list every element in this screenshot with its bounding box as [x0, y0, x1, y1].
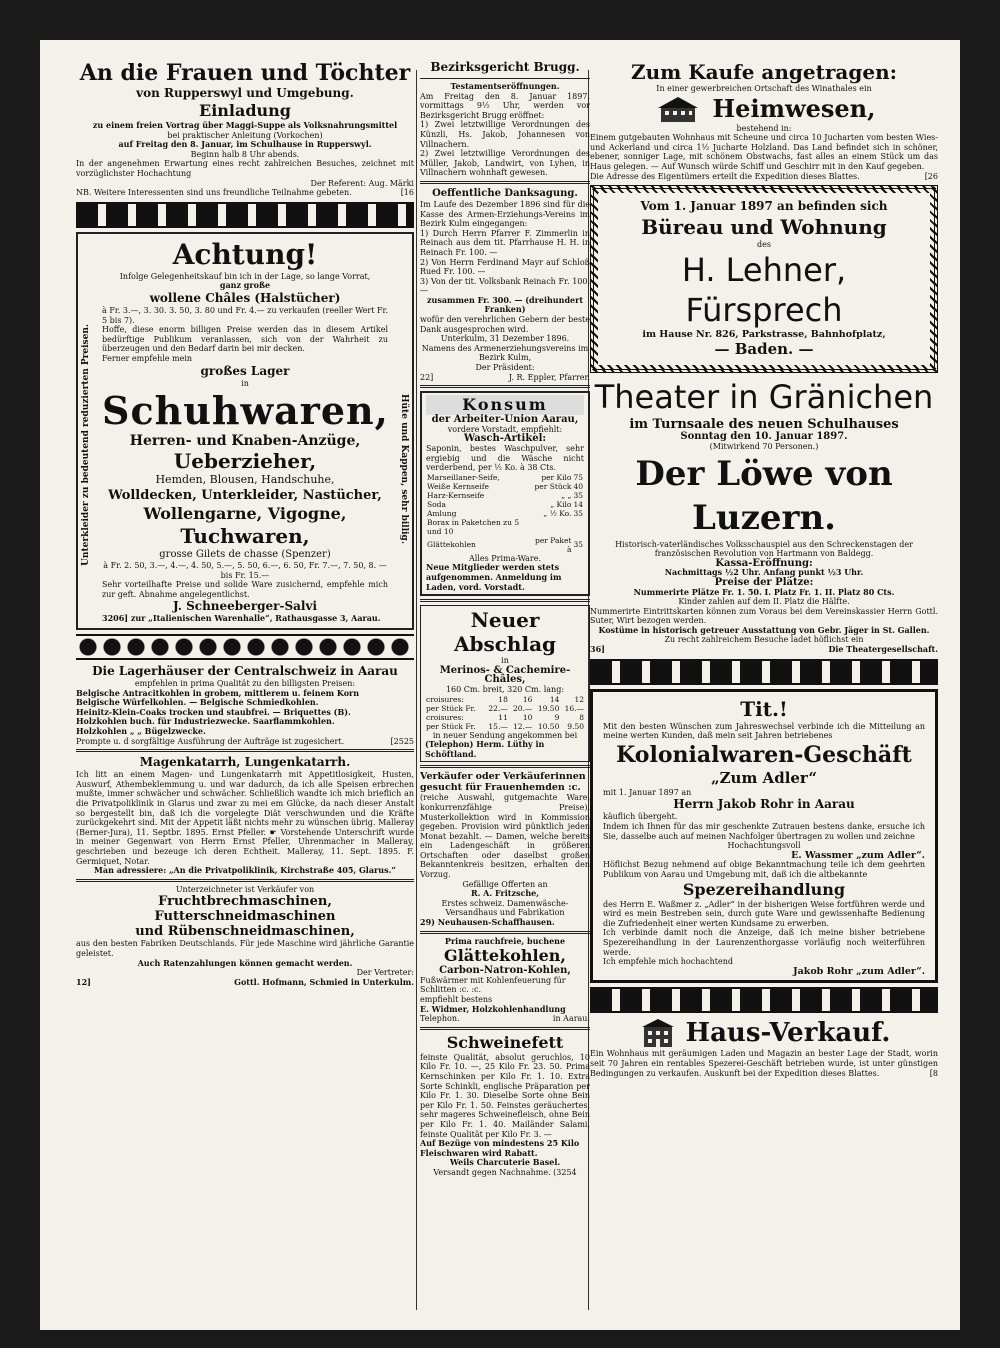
ad-line: à Fr. 2. 50, 3.—, 4.—, 4. 50, 5.—, 5. 50, 6.—, 6. 50, Fr. 7.—, 7. 50, 8. — bis Fr. 15.— — [103, 561, 387, 580]
ad-line: Ueberzieher, — [173, 449, 317, 474]
table-cell: 75 — [573, 472, 583, 482]
ad-line: Kostüme in historisch getreuer Ausstattung von Gebr. Jäger in St. Gallen. — [598, 624, 930, 635]
ad-heading-row — [590, 1017, 938, 1049]
ad-magenkatarrh — [76, 755, 414, 876]
table-cell: Borax in Paketchen zu 5 und 10 — [427, 517, 520, 536]
ad-line: Gefällige Offerten an — [462, 879, 548, 889]
ad-signature: E. Wassmer „zum Adler“. — [791, 849, 925, 861]
column-2 — [420, 60, 590, 1316]
ad-address: Man adressiere: „An die Privatpoliklinik, Kirchstraße 405, Glarus.“ — [94, 865, 396, 876]
ad-line: Beginn halb 8 Uhr abends. — [190, 149, 300, 159]
ad-body: Saponin, bestes Waschpulver, sehr ergiebig und die Wäsche nicht verderbend, per ½ Ko. à 38 Cts. — [426, 444, 584, 473]
ad-line: Der Vertreter: — [356, 968, 414, 978]
ad-body: Am Freitag den 8. Januar 1897, vormittags 9½ Uhr, werden vor Bezirksgericht Brugg eröffnet: — [420, 91, 590, 120]
ad-schweinefett — [420, 1033, 590, 1178]
divider — [420, 599, 590, 602]
divider — [420, 931, 590, 934]
ad-line: Herren- und Knaben-Anzüge, — [129, 433, 361, 450]
ad-address-text: zur „Italienischen Warenhalle“, Rathausgasse 3, Aarau. — [130, 613, 381, 624]
ad-title: Magenkatarrh, Lungenkatarrh. — [139, 755, 351, 770]
ad-line: (Mitwirkend 70 Personen.) — [709, 441, 819, 451]
table-cell: Marseillaner-Seife, — [427, 472, 500, 482]
ad-note: Alles Prima-Ware. — [468, 553, 542, 563]
table-cell: 14 — [573, 499, 583, 509]
ad-body — [590, 1049, 938, 1078]
ad-number: 36] — [590, 644, 605, 655]
table-cell: Soda — [427, 499, 446, 509]
table-cell: 15.— — [488, 721, 508, 731]
ad-konsum — [420, 391, 590, 596]
ad-address — [420, 918, 590, 928]
ad-title: Zum Kaufe angetragen: — [630, 60, 897, 84]
newspaper-page — [40, 40, 960, 1330]
ad-line: Zu recht zahlreichem Besuche ladet höflichst ein — [664, 635, 864, 645]
ad-line: in neuer Sendung angekommen bei — [432, 730, 578, 740]
ad-line: käuflich übergeht. — [603, 812, 678, 822]
ad-heading: Wasch-Artikel: — [463, 433, 547, 445]
table-cell: 35 — [573, 490, 583, 500]
table-row — [426, 536, 584, 554]
table-cell: per Stück Fr. — [426, 721, 476, 731]
ad-phone: Telephon. — [420, 1014, 460, 1024]
ad-line: aus den besten Fabriken Deutschlands. Für jede Maschine wird jährliche Garantie geleistet. — [76, 939, 414, 958]
table-cell: 12 — [574, 694, 584, 704]
ad-heading: Testamentseröffnungen. — [450, 81, 560, 91]
ad-line: zu einem freien Vortrag über Maggi-Suppe als Volksnahrungsmittel — [92, 120, 398, 130]
ad-adler — [590, 689, 938, 984]
ad-line: Unterkulm, 31 Dezember 1896. — [440, 334, 570, 344]
table-cell: „ „ — [561, 490, 572, 500]
ad-line: Neue Mitglieder werden stets aufgenommen. Anmeldung im Laden, vord. Vorstadt. — [426, 562, 562, 592]
ad-title: Tit.! — [740, 696, 788, 721]
table-row — [426, 482, 584, 491]
table-cell: 8 — [579, 712, 584, 722]
ad-abschlag — [420, 605, 590, 762]
table-cell: Weiße Kernseife — [427, 481, 489, 491]
table-cell: per Kilo — [541, 472, 572, 482]
table-row — [425, 695, 585, 704]
ad-item: 2) Von Herrn Ferdinand Mayr auf Schloß Rued Fr. 100. — — [420, 257, 590, 277]
table-row — [426, 473, 584, 482]
ad-line: Prima rauchfreie, buchene — [444, 935, 566, 946]
ad-title: Oeffentliche Danksagung. — [432, 187, 578, 199]
table-cell: 10.50 — [537, 721, 560, 731]
ad-line: Belgische Würfelkohlen. — Belgische Schmiedkohlen. — [76, 697, 319, 708]
divider — [76, 879, 414, 882]
table-cell: 35 — [573, 540, 583, 550]
ad-number: 22] — [420, 372, 434, 382]
ad-line: Auch Ratenzahlungen können gemacht werden. — [137, 957, 353, 968]
ad-title: Theater in Gränichen — [594, 378, 934, 417]
ad-title: Büreau und Wohnung — [641, 215, 887, 240]
table-cell: Glättekohlen — [427, 540, 476, 550]
ad-note-text: NB. Weitere Interessenten sind uns freundliche Teilnahme gebeten. — [76, 188, 352, 198]
ad-achtung — [76, 232, 414, 630]
ad-line: Wollengarne, Vigogne, — [143, 504, 347, 524]
divider — [420, 765, 590, 768]
divider — [76, 749, 414, 752]
ad-line — [76, 737, 414, 747]
ad-line: Infolge Gelegenheitskauf bin ich in der Lage, so lange Vorrat, — [119, 271, 371, 281]
price-table — [426, 473, 584, 554]
ad-line: Wolldecken, Unterkleider, Nastücher, — [108, 488, 382, 504]
ad-line: ganz große — [219, 280, 271, 291]
ad-kaufe — [590, 60, 938, 181]
ad-title: Bezirksgericht Brugg. — [430, 60, 580, 74]
ad-glaettekohlen — [420, 937, 590, 1024]
ad-body: (reiche Auswahl, gutgemachte Ware, konkurrenzfähige Preise). Musterkollektion wird in Kommission gegeben. Provision wird pünktlich jeden Monat bezahlt. — Damen, welche bereits ein Ladengeschäft in größeren Ortschaften oder daselbst großen Bekanntenkreis besitzen, erhalten den Vorzug. — [420, 793, 590, 880]
table-cell: 16 — [522, 694, 533, 704]
ad-line: des — [757, 240, 771, 250]
ad-line: wollene Châles (Halstücher) — [149, 290, 341, 305]
ad-name: J. Schneeberger-Salvi — [173, 599, 317, 614]
ad-line: Der Präsident: — [475, 363, 535, 373]
ad-address: im Hause Nr. 826, Parkstrasse, Bahnhofplatz, — [642, 328, 886, 340]
ad-line: Holzkohlen „ „ Bügelzwecke. — [76, 726, 206, 737]
ad-note — [76, 188, 414, 198]
ad-body: Einem gutgebauten Wohnhaus mit Scheune und circa 10 Jucharten vom besten Wies- und Ackerland und circa 1½ Jucharte Holzland. Das Land befindet sich in schöner, ebener, sonniger Lage, mit schönem Obstwachs, fast alles an einem Stück um das Haus gelegen. — Auf Wunsch würde Schiff und Geschirr mit in den Kauf gegeben. — [590, 133, 938, 171]
ad-signature — [420, 373, 590, 383]
ad-body: Im Laufe des Dezember 1896 sind für die Kasse des Armen-Erziehungs-Vereins im Bezirk Kulm eingegangen: — [420, 199, 590, 229]
ad-line: des Herrn E. Waßmer z. „Adler“ in der bisherigen Weise fortführen werde und wird es mein Bestreben sein, durch gute Ware und gewissenhafte Bedienung die Zufriedenheit einer werten Kundsame zu erwerben. — [603, 899, 925, 928]
ad-verkaeufer — [420, 771, 590, 927]
ad-line: Unterzeichneter ist Verkäufer von — [175, 884, 315, 894]
ad-name: E. Widmer, Holzkohlenhandlung — [420, 1003, 566, 1014]
ad-line: Mit den besten Wünschen zum Jahreswechsel verbinde ich die Mitteilung an meine werten Kunden, daß mein seit Jahren betriebenes — [603, 721, 925, 741]
ad-line: bei praktischer Anleitung (Vorkochen) — [167, 130, 323, 140]
table-cell: 19.50 — [537, 703, 560, 713]
ad-line: Herrn Jakob Rohr in Aarau — [673, 797, 855, 812]
ad-line: Heinitz-Klein-Coaks trocken und staubfrei. — Briquettes (B). — [76, 706, 351, 717]
ad-subtitle: Merinos- & Cachemire-Châles, — [439, 664, 571, 686]
ad-line: grosse Gilets de chasse (Spenzer) — [159, 549, 331, 561]
ad-line: Vom 1. Januar 1897 an befinden sich — [640, 199, 888, 214]
ad-line: Nachmittags ½2 Uhr. Anfang punkt ½3 Uhr. — [664, 567, 864, 578]
ad-line: Nummerirte Plätze Fr. 1. 50. I. Platz Fr. 1. II. Platz 80 Cts. — [633, 586, 895, 597]
ad-subtitle: Carbon-Natron-Kohlen, — [439, 965, 571, 977]
ad-line: Erstes schweiz. Damenwäsche-Versandhaus und Fabrikation — [441, 898, 569, 918]
ad-number: 3206] — [102, 613, 129, 624]
ad-line: Ich empfehle mich hochachtend — [603, 957, 734, 967]
ad-line: empfehlen in prima Qualität zu den billigsten Preisen: — [134, 679, 356, 689]
ad-name: Gottl. Hofmann, Schmied in Unterkulm. — [234, 976, 414, 987]
ad-line: Namens des Armenerziehungsvereins im Bezirk Kulm, — [421, 343, 589, 363]
ornament-border — [590, 659, 938, 685]
side-text-right: Hüte und Kappen, sehr billig. — [399, 393, 409, 544]
divider — [420, 78, 590, 79]
ad-signature: Jakob Rohr „zum Adler“. — [793, 965, 925, 977]
ad-line: in — [501, 656, 509, 666]
ad-line: Indem ich Ihnen für das mir geschenkte Zutrauen bestens danke, ersuche ich Sie, dasselbe auch auf meinen Nachfolger übertragen zu wollen und zeichne — [603, 822, 925, 841]
ad-number: 12] — [76, 976, 91, 987]
ad-title: Fruchtbrechmaschinen, Futterschneidmaschinen — [154, 894, 336, 925]
ad-item: 1) Zwei letztwillige Verordnungen des Künzli, Hs. Jakob, Johannesen von Villnachern. — [420, 120, 590, 149]
table-row — [425, 722, 585, 731]
table-cell: 10 — [522, 712, 533, 722]
table-cell: 9.50 — [567, 721, 584, 731]
table-cell: per Stück Fr. — [426, 703, 476, 713]
ad-line: In einer gewerbreichen Ortschaft des Winathales ein — [656, 84, 872, 93]
table-cell: „ Kilo — [550, 499, 572, 509]
ad-number: 29) — [420, 917, 435, 928]
ad-line: 160 Cm. breit, 320 Cm. lang: — [445, 684, 565, 694]
table-cell: per Paket à — [535, 535, 572, 554]
ad-danksagung — [420, 187, 590, 382]
table-cell — [572, 518, 584, 536]
ornament-border — [76, 202, 414, 228]
table-cell: 22.— — [488, 703, 508, 713]
ad-title: Verkäufer oder Verkäuferinnen gesucht für Frauenhemden :c. — [420, 771, 586, 794]
ad-number: [16 — [400, 188, 414, 198]
ad-line: Ich verbinde damit noch die Anzeige, daß ich meine bisher betriebene Spezereihandlung in der Laurenzenthorgasse vorläufig noch weiterführen werde. — [603, 928, 925, 957]
ad-title: An die Frauen und Töchter — [79, 60, 411, 86]
ad-signature — [425, 740, 585, 759]
table-cell: per Stück — [534, 481, 572, 491]
ad-body: feinste Qualität, absolut geruchlos, 10 Kilo Fr. 10. —, 25 Kilo Fr. 23. 50. Prima Kernschinken per Kilo Fr. 1. 10. Extra Sorte Schinkli, englische Präparation per Kilo Fr. 1. 30. Dieselbe Sorte ohne Bein per Kilo Fr. 1. 50. Feinstes geräuchertes, sehr mageres Schweinefleisch, ohne Bein per Kilo Fr. 1. 40. Mailänder Salami, feinste Qualität per Kilo Fr. 3. — — [420, 1052, 590, 1139]
ad-headline: Schuhwaren, — [102, 388, 389, 434]
ad-line: Sonntag den 10. Januar 1897. — [680, 431, 848, 443]
ad-city: in Aarau. — [552, 1014, 590, 1024]
ad-text: Die Adresse des Eigentümers erteilt die Expedition dieses Blattes. — [590, 171, 860, 181]
ad-line: Preise der Plätze: — [714, 576, 814, 588]
ad-name: J. R. Eppler, Pfarrer. — [508, 372, 590, 382]
table-cell: 20.— — [512, 703, 533, 713]
ad-body-text: Ein Wohnhaus mit geräumigen Laden und Magazin an bester Lage der Stadt, worin seit 70 Jahren ein rentables Spezerei-Geschäft betrieben wurde, ist unter günstigen Bedingungen zu verkaufen. Auskunft bei der Expedition dieses Blattes. — [590, 1049, 938, 1078]
ad-heading: Spezereihandlung — [682, 879, 846, 899]
table-row — [426, 518, 584, 536]
ad-text: Prompte u. d sorgfältige Ausführung der Aufträge ist zugesichert. — [76, 736, 345, 746]
ad-title: Die Lagerhäuser der Centralschweiz in Aarau — [92, 664, 398, 679]
ad-line: Tuchwaren, — [180, 524, 310, 549]
side-text-left: Unterkleider zu bedeutend reduzierten Preisen. — [81, 323, 91, 566]
ad-address-text: Neuhausen-Schaffhausen. — [437, 917, 555, 928]
table-cell: 11 — [498, 712, 508, 722]
column-rule — [416, 70, 417, 1310]
ad-title: Haus-Verkauf. — [685, 1018, 891, 1049]
table-cell — [532, 518, 572, 536]
table-cell: 12.— — [512, 721, 533, 731]
ad-line: In der angenehmen Erwartung eines recht zahlreichen Besuches, zeichnet mit vorzüglichster Hochachtung — [76, 159, 414, 178]
ad-line: in — [241, 378, 249, 388]
ad-title: und Rübenschneidmaschinen, — [135, 924, 355, 940]
ad-line: Kassa-Eröffnung: — [715, 557, 813, 569]
table-cell: 16.— — [564, 703, 584, 713]
ad-line — [590, 172, 938, 182]
ad-heading: Einladung — [199, 101, 291, 120]
ad-headline: Kolonialwaren-Geschäft — [616, 741, 912, 768]
ad-headline: Der Löwe von Luzern. — [635, 453, 893, 538]
table-cell: croisures: — [426, 694, 464, 704]
ad-signature: Der Referent: Aug. Märki — [310, 178, 414, 188]
ad-signature — [590, 645, 938, 655]
ad-line: wofür den verehrlichen Gebern der beste Dank ausgesprochen wird. — [420, 315, 590, 334]
price-table — [425, 695, 585, 731]
table-cell: Harz-Kernseife — [427, 490, 485, 500]
table-cell: „ ½ Ko. — [543, 508, 572, 518]
ad-line: Hemden, Blousen, Handschuhe, — [155, 473, 335, 487]
ad-name: Herm. Lüthy in Schöftland. — [425, 739, 545, 759]
ad-brugg — [420, 60, 590, 178]
ad-line: bestehend in: — [736, 123, 792, 133]
ad-city: — Baden. — — [714, 340, 814, 359]
table-cell: 35 — [573, 508, 583, 518]
ad-line: Sehr vorteilhafte Preise und solide Ware zusichernd, empfehle mich zur geft. Abnahme angelegentlichst. — [102, 580, 388, 599]
table-cell: Amlung — [427, 508, 457, 518]
ad-line: Holzkohlen buch. für Industriezwecke. Saarflammkohlen. — [76, 716, 335, 727]
ad-phone: (Telephon) — [425, 739, 474, 750]
ad-body: Ich litt an einem Magen- und Lungenkatarrh mit Appetitlosigkeit, Husten, Auswurf, Athembeklemmung u. und war dadurch, da ich alle Speisen erbrechen mußte, immer schwächer und schwächer. Schließlich wandte ich mich brieflich an die Privatpoliklinik in Glarus und zwar zu mei em Glücke, da nach dieser Anstalt so bergestellt bin, daß ich die vorgelegte Diät verschwunden und die Kräfte zurückgekehrt sind. Mit der Appetit läßt nichts mehr zu wünschen übrig. Malleray (Berner-Jura), 11. Septbr. 1895. Ernst Pfeller. ☛ Vorstehende Unterschrift wurde in meiner Gegenwart von Herrn Ernst Pfeller, Uhrenmacher in Malleray, geschrieben und bezeuge ich deren Echtheit. Malleray, 11. Sept. 1895. F. Germiquet, Notar. — [76, 770, 414, 866]
table-cell: 18 — [498, 694, 508, 704]
ad-title: Achtung! — [172, 237, 318, 271]
table-row — [426, 500, 584, 509]
ad-title: Neuer Abschlag — [453, 608, 557, 657]
ad-item: 3) Von der tit. Volksbank Reinach Fr. 100. — — [420, 276, 590, 296]
ad-number: [2525 — [390, 736, 414, 746]
ad-item: 1) Durch Herrn Pfarrer F. Zimmerlin in Reinach aus dem tit. Pfarrhause H. H. in Reinach Fr. 100. — — [420, 228, 590, 257]
ad-name: Weils Charcuterie Basel. — [449, 1157, 561, 1168]
ad-name: „Zum Adler“ — [710, 768, 818, 787]
ad-heading-row — [590, 94, 938, 124]
ad-line: Hochachtungsvoll — [727, 841, 801, 851]
divider — [420, 385, 590, 388]
ad-line: à Fr. 3.—, 3. 30. 3. 50, 3. 80 und Fr. 4.— zu verkaufen (reeller Wert Fr. 5 bis 7). — [102, 305, 388, 325]
ad-line: Fußwärmer mit Kohlenfeuerung für Schlitten :c. :c. — [420, 975, 566, 995]
ad-item: 2) Zwei letztwillige Verordnungen des Müller, Jakob, Landwirt, von Lyhen, in Villnachern wohnhaft gewesen. — [420, 149, 590, 178]
ad-number: [26 — [924, 171, 938, 181]
table-row — [425, 713, 585, 722]
ad-line: Ferner empfehle mein — [102, 353, 193, 363]
ad-signature — [76, 978, 414, 988]
ad-line: vordere Vorstadt, empfiehlt: — [447, 424, 563, 434]
ad-line: Versandt gegen Nachnahme. (3254 — [433, 1167, 577, 1177]
column-3 — [590, 60, 938, 1316]
building-icon — [638, 1017, 678, 1049]
column-1 — [76, 60, 414, 1316]
table-row — [426, 491, 584, 500]
ad-line: Höflichst Bezug nehmend auf obige Bekanntmachung teile ich dem geehrten Publikum von Aarau und Umgebung mit, daß ich die altbekannte — [603, 860, 925, 879]
ad-line: empfiehlt bestens — [420, 995, 493, 1004]
ad-name: R. A. Fritzsche, — [470, 888, 540, 899]
ad-title: Konsum — [426, 395, 584, 415]
ad-line: großes Lager — [200, 363, 290, 378]
ornament-border — [76, 634, 414, 660]
ad-address — [102, 614, 388, 624]
ad-line: Belgische Antracitkohlen in grobem, mittlerem u. feinem Korn — [76, 687, 360, 698]
ad-line: mit 1. Januar 1897 an — [603, 787, 692, 797]
ad-number: [8 — [929, 1068, 938, 1078]
ad-lagerhaeuser — [76, 664, 414, 746]
table-cell: 40 — [573, 481, 583, 491]
ad-title: Schweinefett — [446, 1032, 564, 1052]
ad-line: Auf Bezüge von mindestens 25 Kilo Fleischwaren wird Rabatt. — [420, 1138, 580, 1158]
ad-frauen — [76, 60, 414, 198]
table-cell: croisures: — [426, 712, 464, 722]
ad-headline: H. Lehner, Fürsprech — [681, 250, 847, 329]
ad-title: Glättekohlen, — [444, 946, 566, 966]
ad-line: Nummerirte Eintrittskarten können zum Voraus bei dem Vereinskassier Herrn Gottl. Suter, Wirt bezogen werden. — [590, 606, 938, 626]
ornament-border — [590, 987, 938, 1013]
table-row — [426, 509, 584, 518]
ad-line: Hoffe, diese enorm billigen Preise werden das in diesem Artikel bedürftige Publikum veranlassen, sich von der Wahrheit zu überzeugen und den Bedarf darin bei mir decken. — [102, 325, 388, 354]
ad-headline: Heimwesen, — [712, 93, 876, 123]
table-row — [425, 704, 585, 713]
table-cell: 14 — [549, 694, 560, 704]
divider — [420, 1027, 590, 1030]
divider — [420, 181, 590, 184]
ad-fruchtbrech — [76, 885, 414, 988]
ad-subtitle: der Arbeiter-Union Aarau, — [431, 414, 579, 426]
ad-theater — [590, 377, 938, 654]
ad-line: auf Freitag den 8. Januar, im Schulhause in Rupperswyl. — [118, 139, 372, 150]
ad-sum: zusammen Fr. 300. — (dreihundert Franken) — [426, 294, 584, 315]
house-icon — [653, 94, 703, 124]
ad-line — [420, 1014, 590, 1024]
ad-line: im Turnsaale des neuen Schulhauses — [629, 417, 899, 433]
ad-line: Kinder zahlen auf dem II. Platz die Hälfte. — [678, 597, 850, 607]
ad-hausverkauf — [590, 1017, 938, 1078]
ad-lehner — [598, 193, 930, 365]
ad-line: Historisch-vaterländisches Volksschauspiel aus den Schreckenstagen der französischen Revolution von Hartmann von Baldegg. — [615, 539, 913, 559]
ad-subtitle: von Rupperswyl und Umgebung. — [136, 86, 354, 100]
ad-lehner-frame — [590, 185, 938, 373]
table-cell: 9 — [554, 712, 560, 722]
ad-name: Die Theatergesellschaft. — [828, 644, 938, 655]
